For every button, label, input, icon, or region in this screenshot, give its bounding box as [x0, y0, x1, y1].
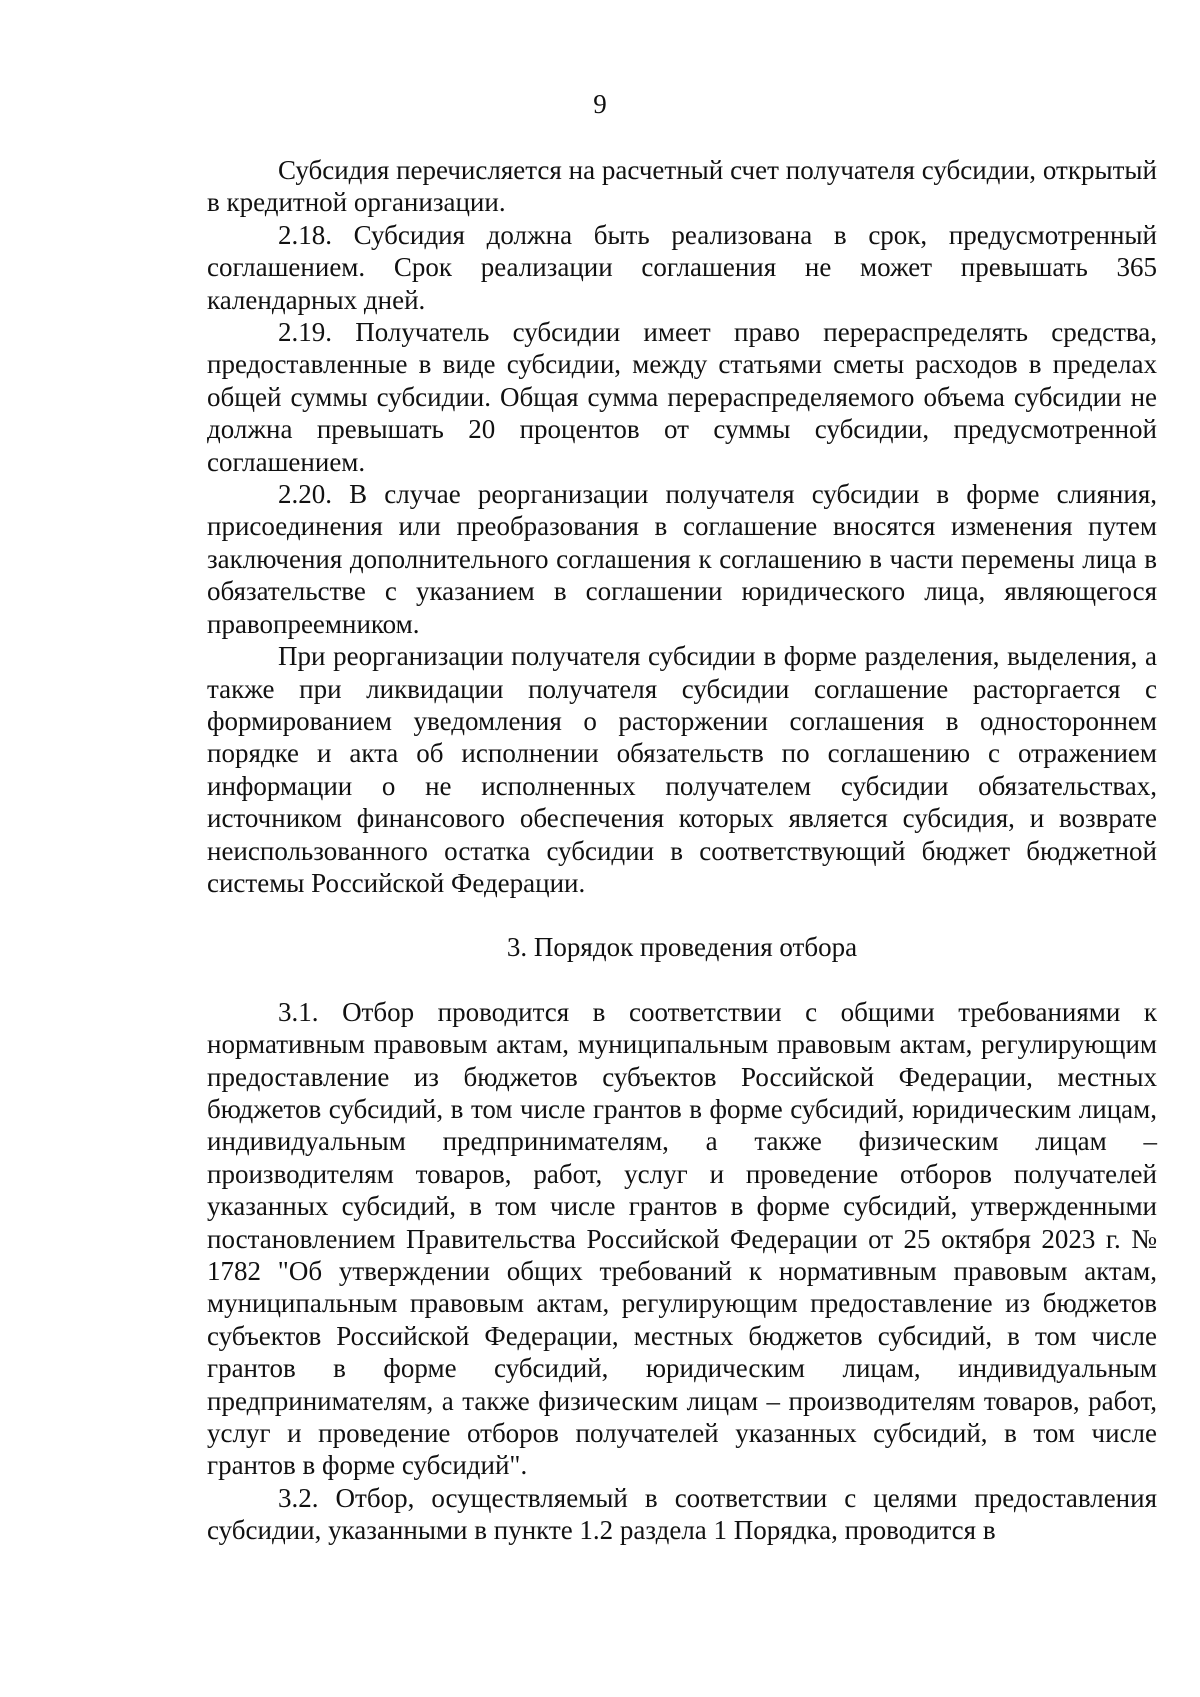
section-heading: 3. Порядок проведения отбора: [506, 932, 858, 963]
document-body: [207, 154, 1157, 1547]
paragraph-3-2: 3.2. Отбор, осуществляемый в соответствии с целями предоставления субсидии, указанными в пункте 1.2 раздела 1 Порядка, проводится в: [207, 1482, 1157, 1546]
page-number: 9: [593, 89, 607, 119]
paragraph-2-18: 2.18. Субсидия должна быть реализована в срок, предусмотренный соглашением. Срок реализации соглашения не может превышать 365 календарных дней.: [207, 219, 1157, 315]
paragraph-2-20: 2.20. В случае реорганизации получателя субсидии в форме слияния, присоединения или преобразования в соглашение вносятся изменения путем заключения дополнительного соглашения к соглашению в части перемены лица в обязательстве с указанием в соглашении юридического лица, являющегося правопреемником.: [207, 479, 1157, 639]
paragraph-subsidy-transfer: Субсидия перечисляется на расчетный счет получателя субсидии, открытый в кредитной организации.: [207, 155, 1157, 218]
paragraph-reorganization: При реорганизации получателя субсидии в форме разделения, выделения, а также при ликвидации получателя субсидии соглашение расторгается с формированием уведомления о расторжении соглашения в одностороннем порядке и акта об исполнении обязательств по соглашению с отражением информации о не исполненных получателем субсидии обязательствах, источником финансового обеспечения которых является субсидия, и возврате неиспользованного остатка субсидии в соответствующий бюджет бюджетной системы Российской Федерации.: [207, 641, 1157, 898]
paragraph-3-1: 3.1. Отбор проводится в соответствии с общими требованиями к нормативным правовым актам, муниципальным правовым актам, регулирующим предоставление из бюджетов субъектов Российской Федерации, местных бюджетов субсидий, в том числе грантов в форме субсидий, юридическим лицам, индивидуальным предпринимателям, а также физическим лицам – производителям товаров, работ, услуг и проведение отборов получателей указанных субсидий, в том числе грантов в форме субсидий, утвержденными постановлением Правительства Российской Федерации от 25 октября 2023 г. № 1782 "Об утверждении общих требований к нормативным правовым актам, муниципальным правовым актам, регулирующим предоставление из бюджетов субъектов Российской Федерации, местных бюджетов субсидий, в том числе грантов в форме субсидий, юридическим лицам, индивидуальным предпринимателям, а также физическим лицам – производителям товаров, работ, услуг и проведение отборов получателей указанных субсидий, в том числе грантов в форме субсидий".: [207, 996, 1157, 1481]
paragraph-2-19: 2.19. Получатель субсидии имеет право перераспределять средства, предоставленные в виде субсидии, между статьями сметы расходов в пределах общей суммы субсидии. Общая сумма перераспределяемого объема субсидии не должна превышать 20 процентов от суммы субсидии, предусмотренной соглашением.: [207, 317, 1157, 477]
